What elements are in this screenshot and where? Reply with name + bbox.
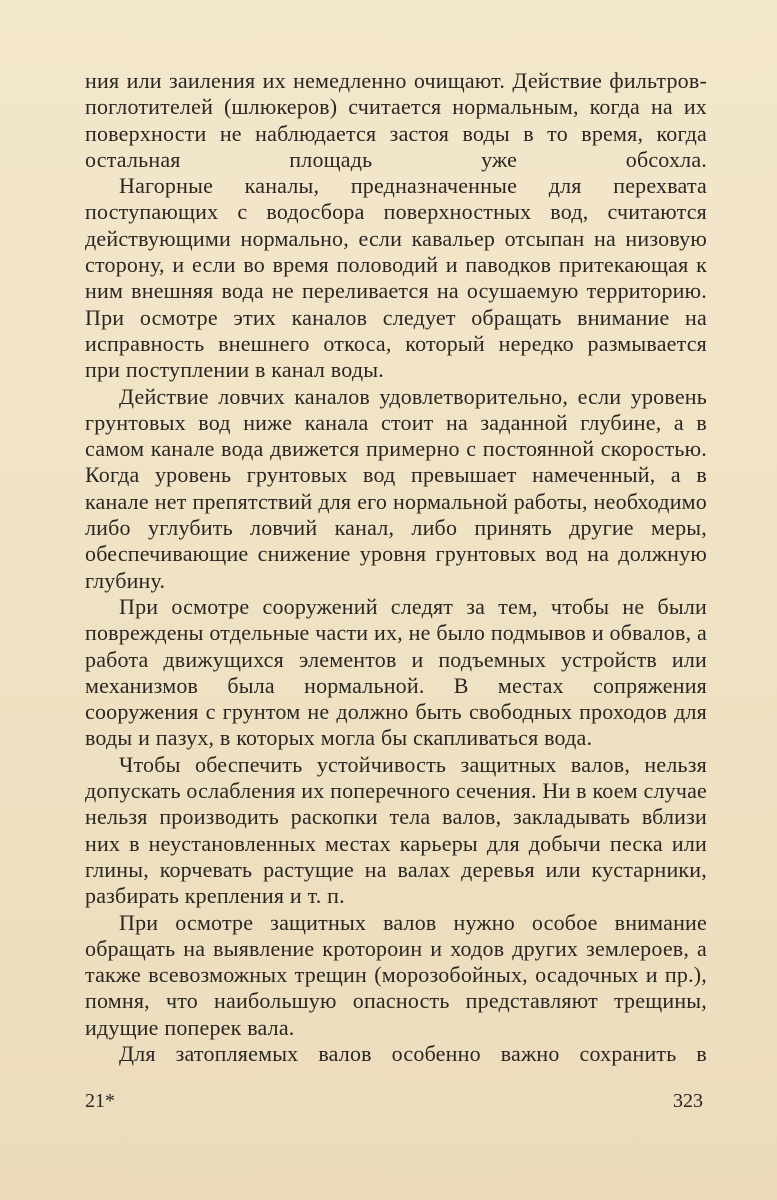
- paragraph-2: Нагорные каналы, предназначенные для перехвата поступающих с водосбора поверхностных вод, считаются действующими нормально, если кавальер отсыпан на низовую сторону, и если во время половодий и паводков притекающая к ним внешняя вода не переливается на осушаемую территорию. При осмотре этих каналов следует обращать внимание на исправность внешнего откоса, который нередко размывается при поступлении в канал воды.: [85, 173, 707, 383]
- page-footer: [85, 1090, 707, 1120]
- paragraph-5: Чтобы обеспечить устойчивость защитных валов, нельзя допускать ослабления их поперечного сечения. Ни в коем случае нельзя производить раскопки тела валов, закладывать вблизи них в неустановленных местах карьеры для добычи песка или глины, корчевать растущие на валах деревья или кустарники, разбирать крепления и т. п.: [85, 751, 708, 909]
- paragraph-7: Для затопляемых валов особенно важно сохранить в: [119, 1040, 707, 1066]
- signature-mark: 21*: [85, 1090, 115, 1112]
- paragraph-6: При осмотре защитных валов нужно особое внимание обращать на выявление кротороин и ходов других землероев, а также всевозможных трещин (морозобойных, осадочных и пр.), помня, что наибольшую опасность представляют трещины, идущие поперек вала.: [85, 909, 707, 1040]
- paragraph-4: При осмотре сооружений следят за тем, чтобы не были повреждены отдельные части их, не было подмывов и обвалов, а работа движущихся элементов и подъемных устройств или механизмов была нормальной. В местах сопряжения сооружения с грунтом не должно быть свободных проходов для воды и пазух, в которых могла бы скапливаться вода.: [85, 593, 707, 751]
- page-number: 323: [673, 1090, 703, 1112]
- page-body-text: [85, 68, 707, 1067]
- paragraph-1: ния или заиления их немедленно очищают. Действие фильтров-поглотителей (шлюкеров) считается нормальным, когда на их поверхности не наблюдается застоя воды в то время, когда остальная площадь уже обсохла.: [85, 68, 707, 172]
- paragraph-3: Действие ловчих каналов удовлетворительно, если уровень грунтовых вод ниже канала стоит на заданной глубине, а в самом канале вода движется примерно с постоянной скоростью. Когда уровень грунтовых вод превышает намеченный, а в канале нет препятствий для его нормальной работы, необходимо либо углубить ловчий канал, либо принять другие меры, обеспечивающие снижение уровня грунтовых вод на должную глубину.: [85, 383, 707, 593]
